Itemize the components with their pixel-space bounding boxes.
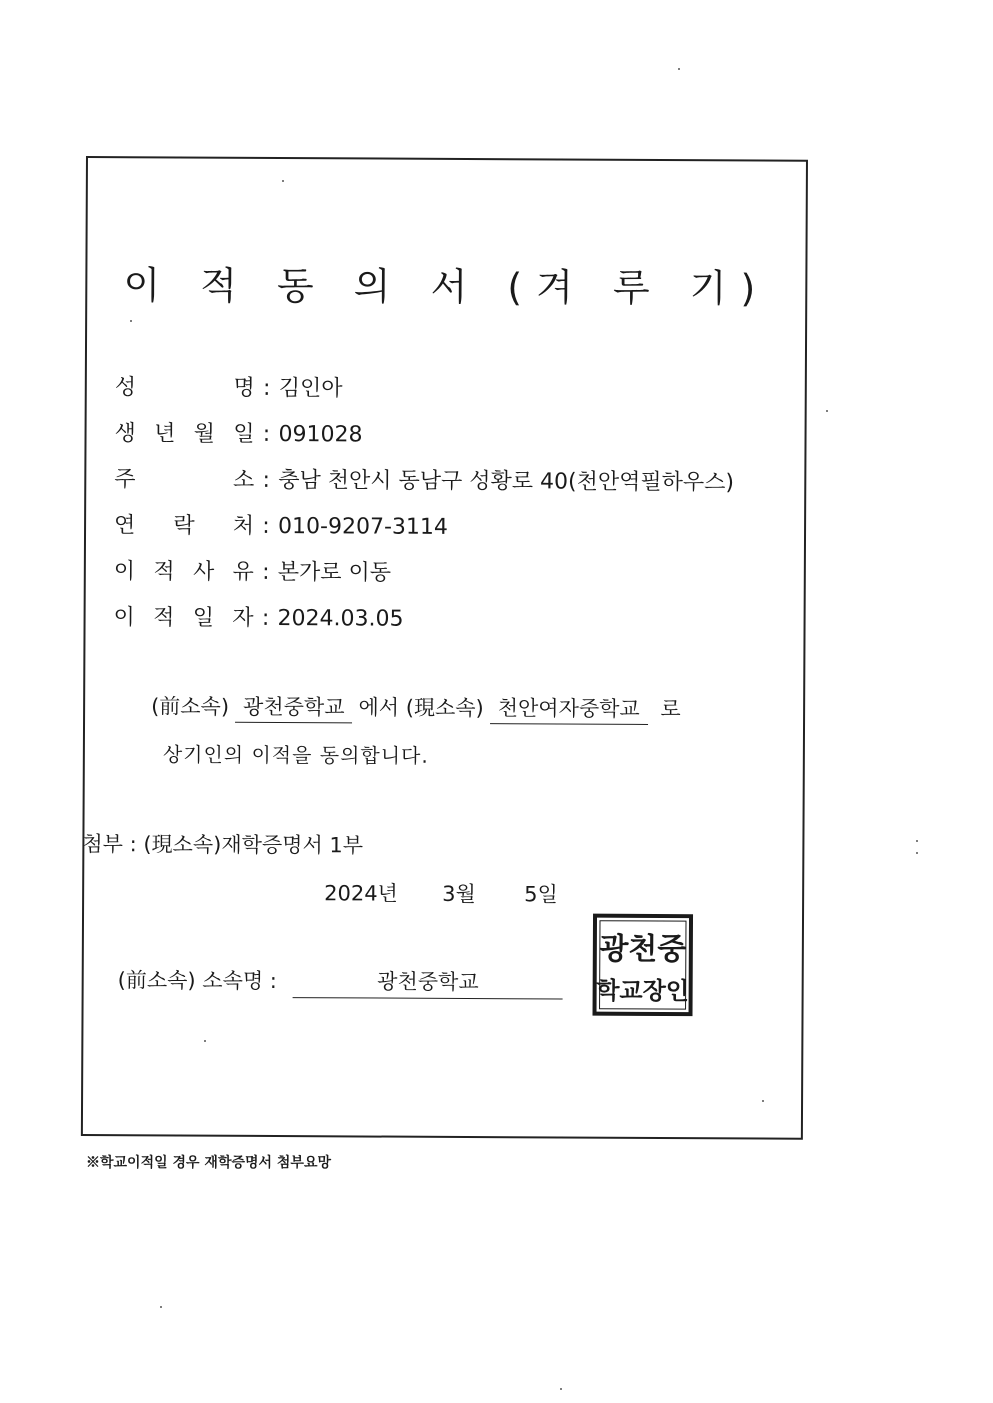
signature-label: (前소속) 소속명 : [117,968,277,994]
field-reason [114,554,391,586]
footnote: ※학교이적일 경우 재학증명서 첨부요망 [86,1155,332,1171]
field-address [114,462,734,496]
field-label: 이 적 일 자 [113,605,254,631]
scan-speck [916,852,918,854]
signature-line [118,964,563,999]
date-year: 2024년 [324,881,398,906]
field-colon: : [261,605,270,631]
field-colon: : [262,559,270,585]
field-value: 충남 천안시 동남구 성황로 40(천안역필하우스) [278,468,735,496]
field-value: 2024.03.05 [277,606,404,632]
field-contact [114,508,448,541]
document-date [324,877,558,908]
school-seal-stamp [592,913,695,1018]
scan-speck [130,320,132,322]
field-value: 본가로 이동 [277,560,392,586]
from-word: 에서 [358,695,400,720]
field-colon: : [262,421,271,447]
scan-speck [916,840,918,842]
curr-school: 천안여자중학교 [490,692,648,725]
to-word: 로 [660,697,681,722]
field-value: 김인아 [278,376,343,402]
scan-speck [160,1306,162,1308]
field-value: 010-9207-3114 [277,514,448,540]
prev-school: 광천중학교 [235,691,353,724]
scan-speck [762,1100,764,1102]
consent-sentence: 상기인의 이적을 동의합니다. [162,742,429,768]
field-label: 주 소 [114,467,255,493]
field-colon: : [262,513,270,539]
field-colon: : [263,375,271,401]
prev-affiliation-label: (前소속) [151,694,230,719]
field-label: 이 적 사 유 [113,559,254,585]
scan-speck [204,1040,206,1042]
field-value: 091028 [278,422,363,448]
signature-school: 광천중학교 [293,965,563,999]
seal-text-top: 광천중 [599,931,687,968]
date-month: 3월 [442,881,476,907]
date-day: 5일 [524,882,558,907]
scan-speck [282,180,284,182]
document-frame [81,156,808,1140]
field-name [115,370,343,402]
field-transfer-date [114,600,404,633]
field-label: 성 명 [114,375,255,401]
field-label: 연 락 처 [113,513,255,539]
attachment-line: 첨부 : (現소속)재학증명서 1부 [82,831,364,858]
field-colon: : [262,467,271,493]
scan-speck [678,68,680,70]
scan-speck [560,1388,562,1390]
scan-speck [826,410,828,412]
seal-text-bottom: 학교장인 [596,976,690,1006]
field-label: 생 년 월 일 [114,421,255,447]
field-birthdate [114,416,362,448]
curr-affiliation-label: (現소속) [405,695,484,721]
consent-line [151,690,681,725]
document-title: 이 적 동 의 서 (겨 루 기) [123,263,770,311]
